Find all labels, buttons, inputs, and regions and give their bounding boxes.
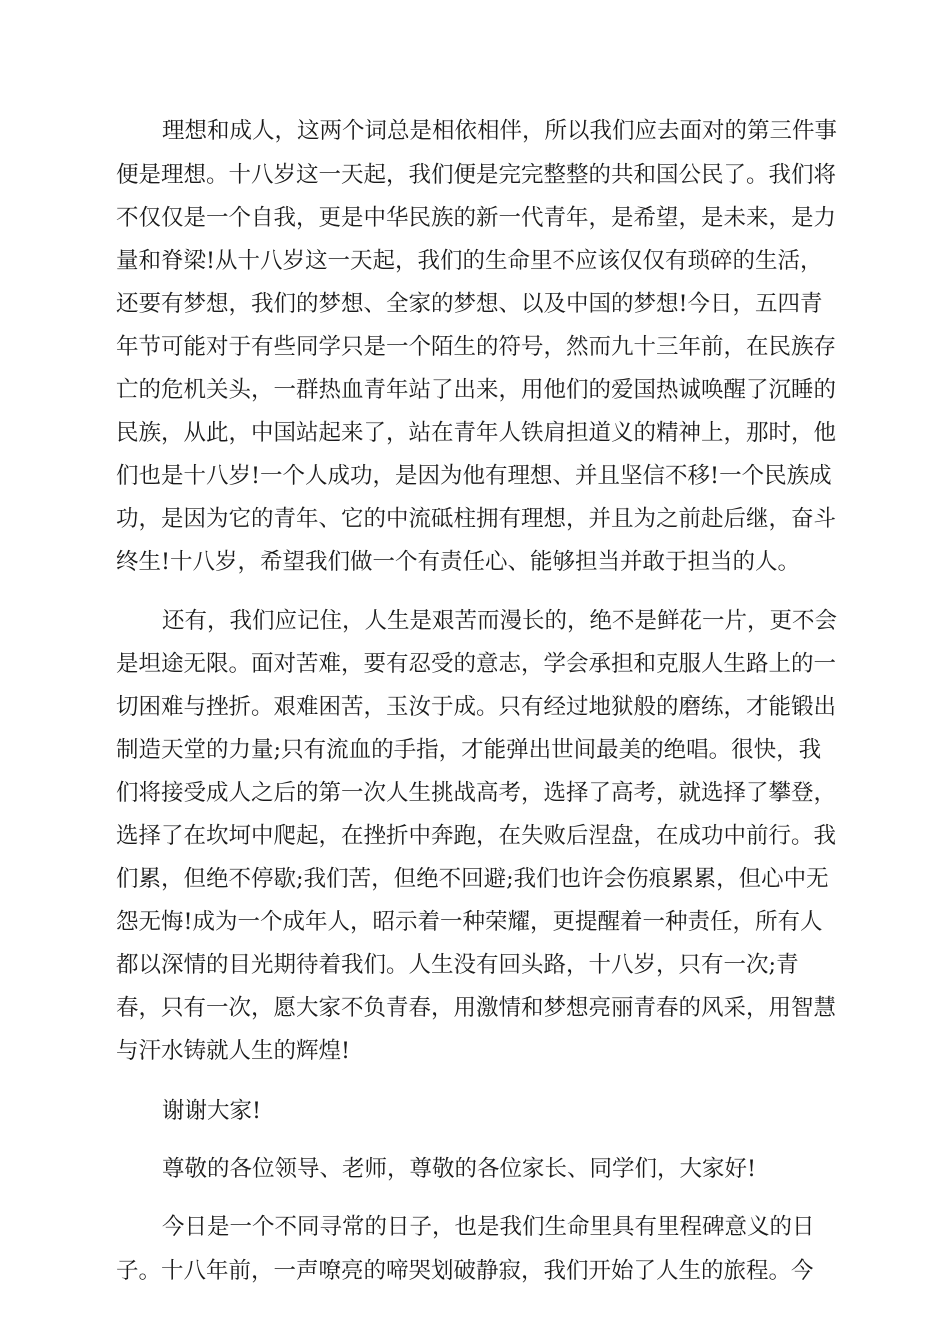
paragraph-3-line-1: 谢谢大家! <box>162 1098 262 1124</box>
paragraph-1-line-8: 民族，从此，中国站起来了，站在青年人铁肩担道义的精神上，那时，他 <box>116 420 837 446</box>
paragraph-4-line-1: 尊敬的各位领导、老师，尊敬的各位家长、同学们，大家好! <box>162 1156 757 1182</box>
paragraph-2-line-9: 都以深情的目光期待着我们。人生没有回头路，十八岁，只有一次;青 <box>116 952 799 978</box>
paragraph-5-line-1: 今日是一个不同寻常的日子，也是我们生命里具有里程碑意义的日 <box>162 1214 815 1240</box>
paragraph-1-line-3: 不仅仅是一个自我，更是中华民族的新一代青年，是希望，是未来，是力 <box>116 205 837 231</box>
paragraph-2-line-10: 春，只有一次，愿大家不负青春，用激情和梦想亮丽青春的风采，用智慧 <box>116 995 837 1021</box>
paragraph-1-line-11: 终生!十八岁，希望我们做一个有责任心、能够担当并敢于担当的人。 <box>116 549 801 575</box>
paragraph-2-line-2: 是坦途无限。面对苦难，要有忍受的意志，学会承担和克服人生路上的一 <box>116 651 837 677</box>
paragraph-2-line-1: 还有，我们应记住，人生是艰苦而漫长的，绝不是鲜花一片，更不会 <box>162 608 838 634</box>
paragraph-2-line-8: 怨无悔!成为一个成年人，昭示着一种荣耀，更提醒着一种责任，所有人 <box>116 909 823 935</box>
paragraph-1-line-9: 们也是十八岁!一个人成功，是因为他有理想、并且坚信不移!一个民族成 <box>116 463 832 489</box>
paragraph-1-line-1: 理想和成人，这两个词总是相依相伴，所以我们应去面对的第三件事 <box>162 118 838 144</box>
paragraph-2-line-7: 们累，但绝不停歇;我们苦，但绝不回避;我们也许会伤痕累累，但心中无 <box>116 866 829 892</box>
paragraph-1-line-4: 量和脊梁!从十八岁这一天起，我们的生命里不应该仅仅有琐碎的生活， <box>116 248 823 274</box>
paragraph-2-line-4: 制造天堂的力量;只有流血的手指，才能弹出世间最美的绝唱。很快，我 <box>116 737 822 763</box>
paragraph-5-line-2: 子。十八年前，一声嘹亮的啼哭划破静寂，我们开始了人生的旅程。今 <box>116 1258 814 1284</box>
paragraph-1-line-5: 还要有梦想，我们的梦想、全家的梦想、以及中国的梦想!今日，五四青 <box>116 291 823 317</box>
paragraph-1-line-7: 亡的危机关头，一群热血青年站了出来，用他们的爱国热诚唤醒了沉睡的 <box>116 377 837 403</box>
paragraph-2-line-3: 切困难与挫折。艰难困苦，玉汝于成。只有经过地狱般的磨练，才能锻出 <box>116 694 837 720</box>
paragraph-2-line-6: 选择了在坎坷中爬起，在挫折中奔跑，在失败后涅盘，在成功中前行。我 <box>116 823 837 849</box>
paragraph-1-line-10: 功，是因为它的青年、它的中流砥柱拥有理想，并且为之前赴后继，奋斗 <box>116 506 837 532</box>
paragraph-2-line-11: 与汗水铸就人生的辉煌! <box>116 1038 351 1064</box>
paragraph-2-line-5: 们将接受成人之后的第一次人生挑战高考，选择了高考，就选择了攀登， <box>116 780 837 806</box>
paragraph-1-line-6: 年节可能对于有些同学只是一个陌生的符号，然而九十三年前，在民族存 <box>116 334 837 360</box>
paragraph-1-line-2: 便是理想。十八岁这一天起，我们便是完完整整的共和国公民了。我们将 <box>116 162 837 188</box>
